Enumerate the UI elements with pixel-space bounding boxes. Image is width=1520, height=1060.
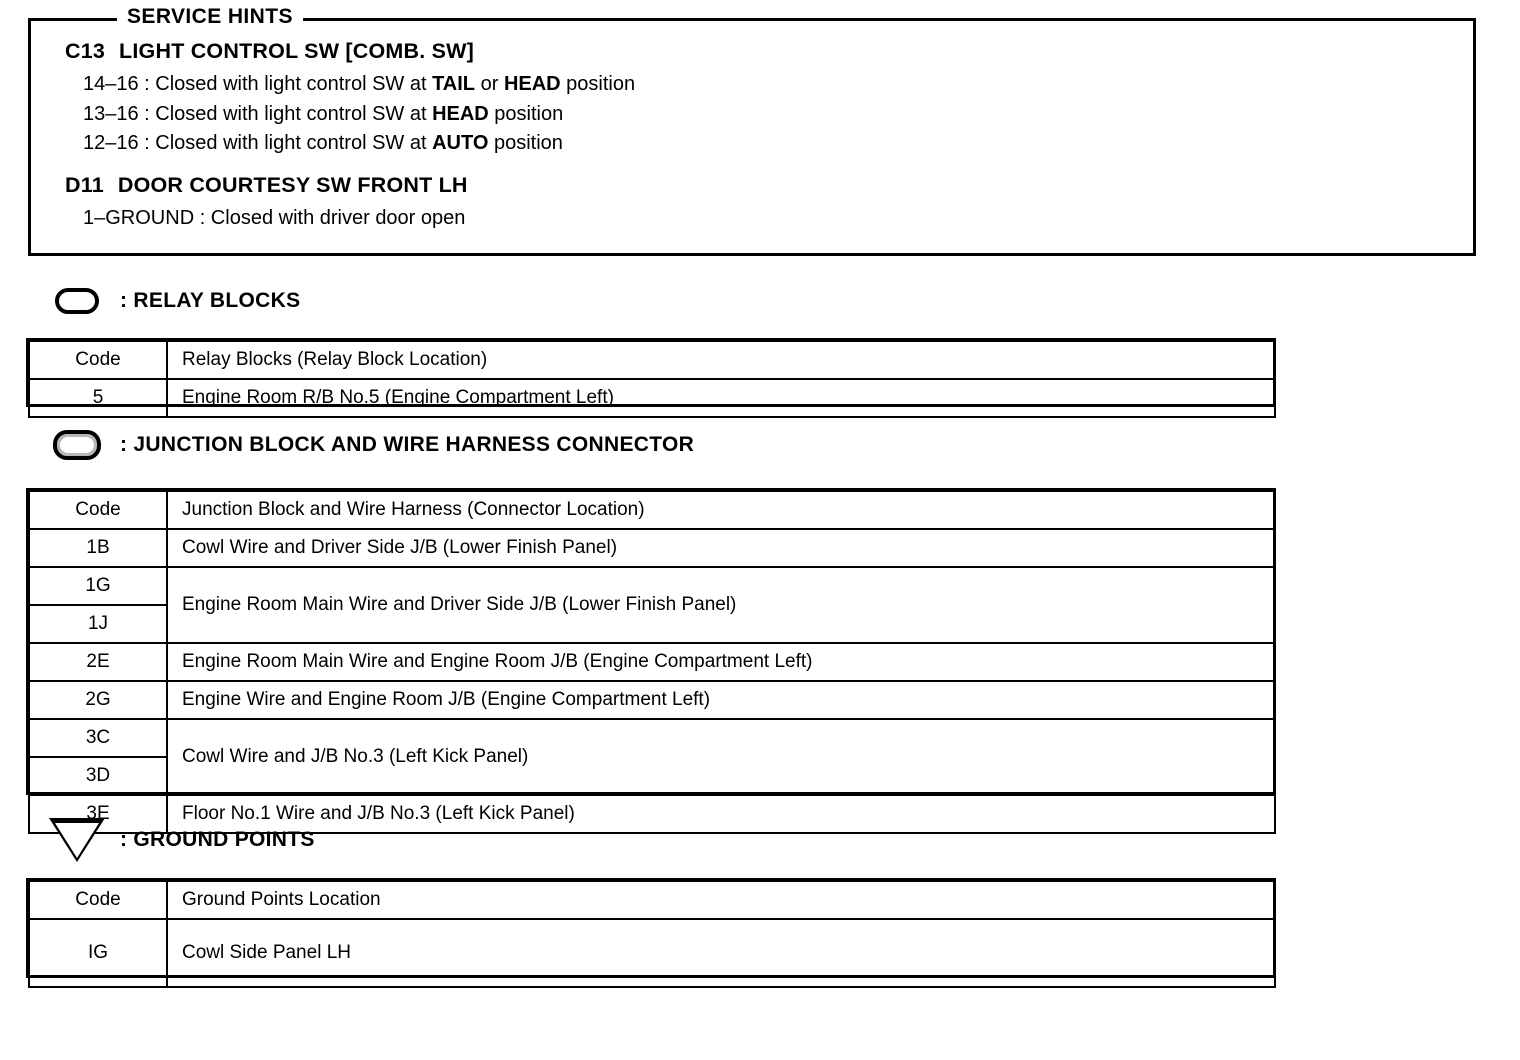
- table-header-row: [29, 881, 1275, 919]
- hint-group-d11: [31, 173, 1473, 234]
- row-code: 3C: [29, 719, 167, 757]
- column-header-description: Relay Blocks (Relay Block Location): [167, 341, 1275, 379]
- oval-icon: [46, 288, 108, 314]
- hint-text-after: position: [488, 102, 564, 125]
- row-code: 1B: [29, 529, 167, 567]
- junction-block-header: [46, 430, 694, 460]
- ground-points-label: : GROUND POINTS: [120, 828, 315, 851]
- row-description: Floor No.1 Wire and J/B No.3 (Left Kick Panel): [167, 795, 1275, 833]
- hint-emphasis-2: HEAD: [503, 73, 561, 95]
- row-description: Cowl Wire and Driver Side J/B (Lower Finish Panel): [167, 529, 1275, 567]
- table-row: [29, 643, 1275, 681]
- row-description: Engine Room Main Wire and Engine Room J/B (Engine Compartment Left): [167, 643, 1275, 681]
- relay-blocks-header: [46, 288, 300, 314]
- hint-text-after: position: [488, 132, 563, 155]
- table-header-row: [29, 491, 1275, 529]
- service-hints-panel: [28, 5, 1476, 256]
- table-header-row: [29, 341, 1275, 379]
- row-code: 1G: [29, 567, 167, 605]
- table-row: [29, 379, 1275, 417]
- hint-text-before: : Closed with light control SW at: [138, 102, 433, 125]
- ground-points-header: [46, 818, 315, 862]
- relay-blocks-label: : RELAY BLOCKS: [120, 289, 301, 312]
- shaded-oval-icon: [46, 430, 108, 460]
- junction-block-label: : JUNCTION BLOCK AND WIRE HARNESS CONNECTOR: [120, 433, 695, 456]
- relay-blocks-table: [28, 340, 1276, 418]
- junction-block-table: [28, 490, 1276, 834]
- triangle-icon: [46, 818, 108, 862]
- row-code: 3E: [29, 795, 167, 833]
- hint-emphasis-1: AUTO: [432, 132, 489, 155]
- column-header-description: Ground Points Location: [167, 881, 1275, 919]
- row-description: Cowl Wire and J/B No.3 (Left Kick Panel): [167, 719, 1275, 795]
- hint-text-before: : Closed with driver door open: [194, 206, 466, 229]
- table-row: [29, 529, 1275, 567]
- hint-group-heading: [65, 173, 1473, 198]
- ground-points-table: [28, 880, 1276, 988]
- row-code: 3D: [29, 757, 167, 795]
- row-code: 2E: [29, 643, 167, 681]
- row-description: Cowl Side Panel LH: [167, 919, 1275, 987]
- service-hints-box: [28, 5, 1476, 256]
- row-description: Engine Room Main Wire and Driver Side J/B (Lower Finish Panel): [167, 567, 1275, 643]
- hint-group-name: DOOR COURTESY SW FRONT LH: [117, 172, 468, 197]
- hint-group-heading: [65, 39, 1473, 64]
- hint-text-mid: or: [475, 73, 504, 95]
- hint-group-c13: [31, 39, 1473, 159]
- hint-pins: 1–GROUND: [83, 206, 195, 229]
- row-code: 1J: [29, 605, 167, 643]
- hint-pins: 12–16: [83, 132, 139, 155]
- column-header-code: Code: [29, 491, 167, 529]
- hint-group-name: LIGHT CONTROL SW [COMB. SW]: [119, 39, 474, 63]
- hint-text-before: : Closed with light control SW at: [138, 73, 433, 95]
- hint-text-after: position: [560, 73, 636, 95]
- hint-emphasis-1: TAIL: [432, 73, 476, 95]
- hint-line: [83, 204, 1473, 234]
- column-header-description: Junction Block and Wire Harness (Connector Location): [167, 491, 1275, 529]
- table-row: [29, 567, 1275, 605]
- hint-group-code: D11: [65, 172, 104, 197]
- column-header-code: Code: [29, 881, 167, 919]
- row-code: 2G: [29, 681, 167, 719]
- hint-pins: 13–16: [83, 102, 139, 125]
- hint-group-code: C13: [65, 39, 106, 63]
- row-description: Engine Room R/B No.5 (Engine Compartment Left): [167, 379, 1275, 417]
- table-row: [29, 919, 1275, 987]
- row-description: Engine Wire and Engine Room J/B (Engine Compartment Left): [167, 681, 1275, 719]
- hint-pins: 14–16: [83, 73, 139, 95]
- hint-line: [83, 100, 1473, 130]
- service-hints-title: SERVICE HINTS: [117, 5, 303, 29]
- table-row: [29, 681, 1275, 719]
- column-header-code: Code: [29, 341, 167, 379]
- hint-text-before: : Closed with light control SW at: [138, 132, 433, 155]
- hint-line: [83, 70, 1473, 100]
- row-code: 5: [29, 379, 167, 417]
- hint-emphasis-1: HEAD: [432, 102, 489, 125]
- table-row: [29, 719, 1275, 757]
- hint-line: [83, 129, 1473, 159]
- row-code: IG: [29, 919, 167, 987]
